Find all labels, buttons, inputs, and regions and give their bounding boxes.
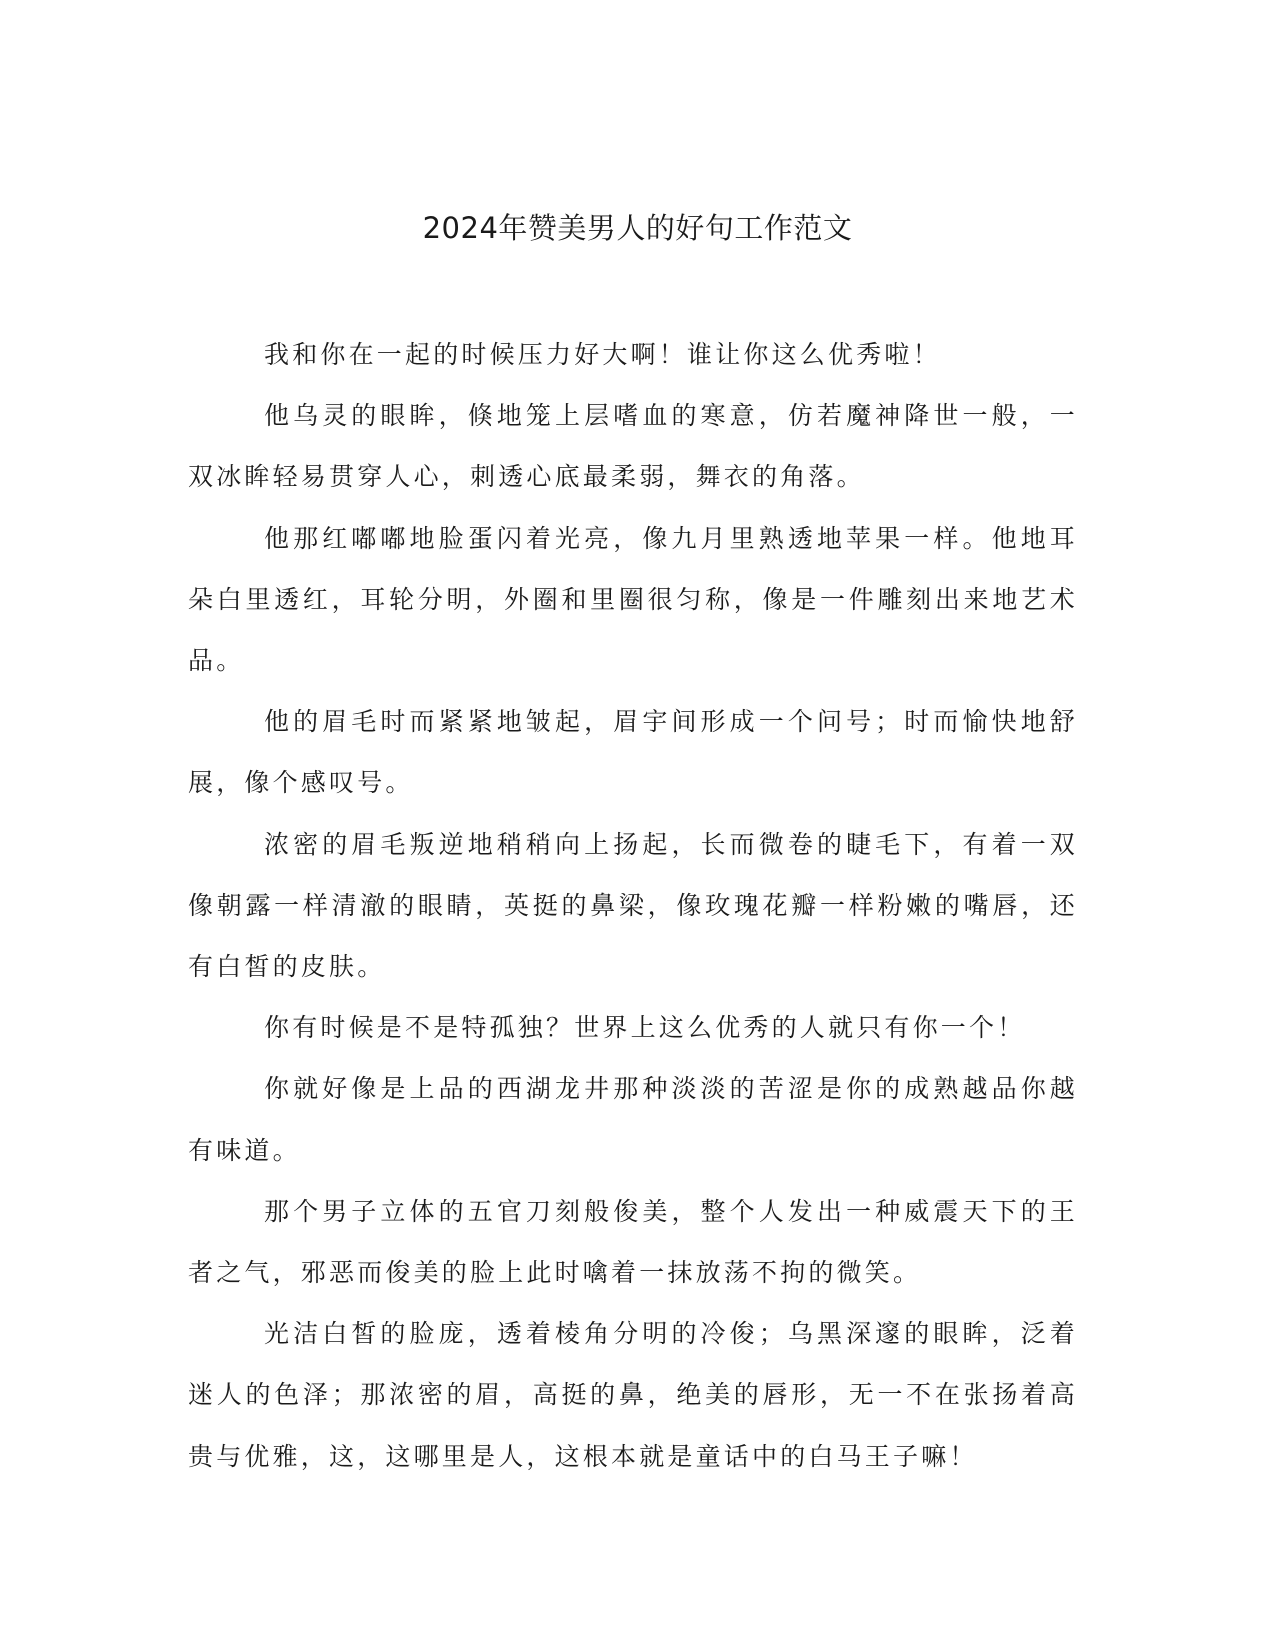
paragraph-4: 他的眉毛时而紧紧地皱起，眉宇间形成一个问号；时而愉快地舒展，像个感叹号。 — [188, 707, 1078, 798]
document-body — [188, 324, 1078, 1487]
paragraph-8: 那个男子立体的五官刀刻般俊美，整个人发出一种威震天下的王者之气，邪恶而俊美的脸上此时噙着一抹放荡不拘的微笑。 — [188, 1196, 1078, 1288]
paragraph-9: 光洁白皙的脸庞，透着棱角分明的冷俊；乌黑深邃的眼眸，泛着迷人的色泽；那浓密的眉，高挺的鼻，绝美的唇形，无一不在张扬着高贵与优雅，这，这哪里是人，这根本就是童话中的白马王子嘛！ — [188, 1319, 1078, 1471]
paragraph-3: 他那红嘟嘟地脸蛋闪着光亮，像九月里熟透地苹果一样。他地耳朵白里透红，耳轮分明，外圈和里圈很匀称，像是一件雕刻出来地艺术品。 — [188, 523, 1078, 676]
paragraph-5: 浓密的眉毛叛逆地稍稍向上扬起，长而微卷的睫毛下，有着一双像朝露一样清澈的眼睛，英挺的鼻梁，像玫瑰花瓣一样粉嫩的嘴唇，还有白皙的皮肤。 — [188, 829, 1078, 982]
paragraph-7: 你就好像是上品的西湖龙井那种淡淡的苦涩是你的成熟越品你越有味道。 — [188, 1074, 1078, 1165]
paragraph-1: 我和你在一起的时候压力好大啊！谁让你这么优秀啦！ — [264, 340, 941, 369]
paragraph-6: 你有时候是不是特孤独？世界上这么优秀的人就只有你一个！ — [264, 1013, 1026, 1043]
paragraph-2: 他乌灵的眼眸，倏地笼上层嗜血的寒意，仿若魔神降世一般，一双冰眸轻易贯穿人心，刺透心底最柔弱，舞衣的角落。 — [188, 401, 1078, 492]
document-title: 2024年赞美男人的好句工作范文 — [422, 211, 853, 245]
